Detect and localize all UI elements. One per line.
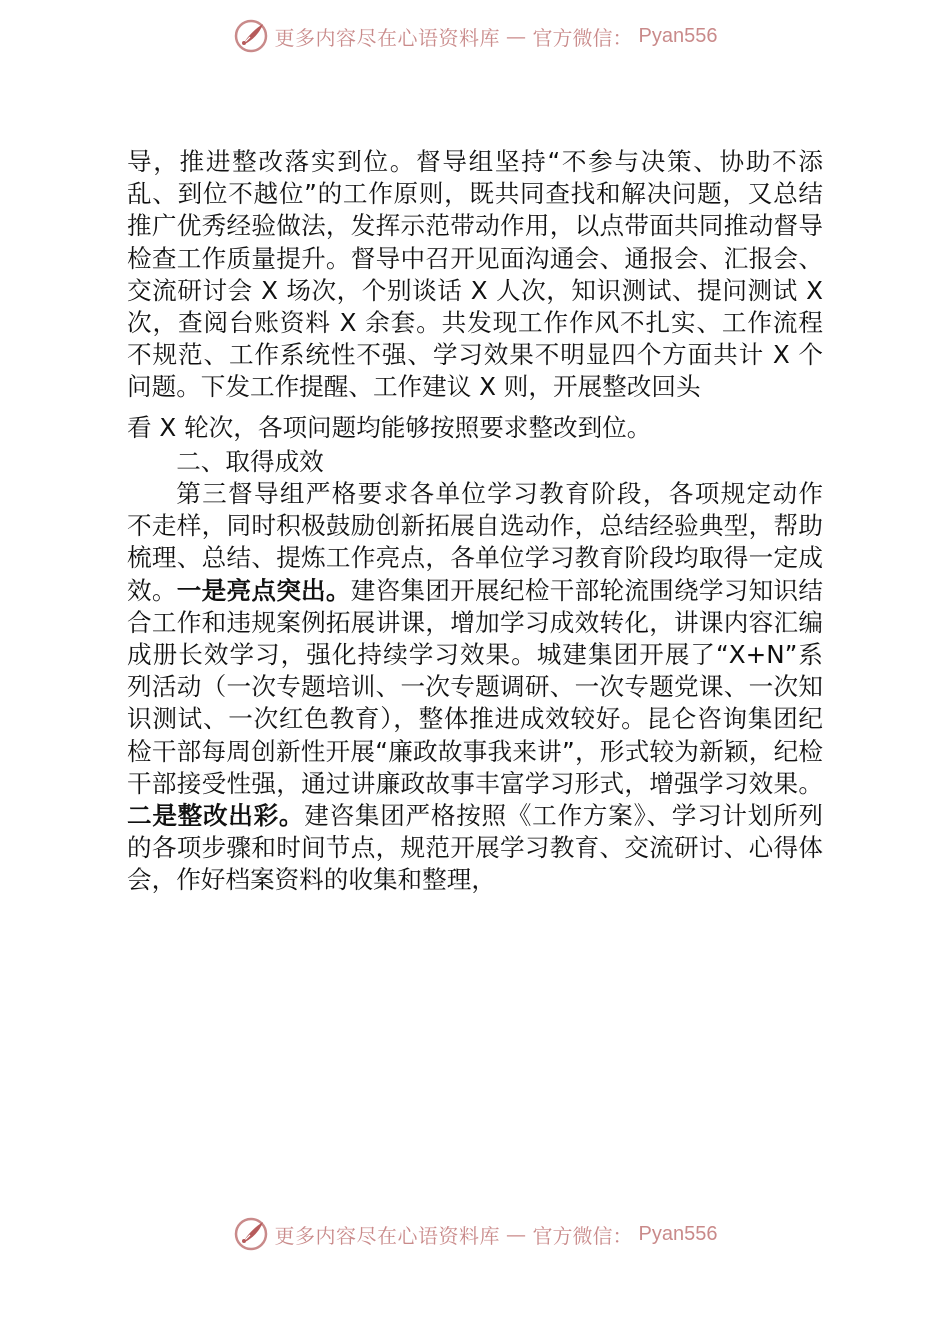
highlight-two-bold: 二是整改出彩。 <box>127 801 305 831</box>
document-body <box>127 146 823 897</box>
banner-dash: — <box>506 1222 527 1246</box>
quill-pen-icon <box>233 1216 269 1252</box>
banner-wechat-label: 官方微信： <box>532 25 633 50</box>
section-heading-results: 二、取得成效 <box>176 446 324 476</box>
banner-wechat-id: Pyan556 <box>638 24 718 47</box>
paragraph-supervision-work-end: 看 X 轮次，各项问题均能够按照要求整改到位。 <box>127 412 652 442</box>
banner-wechat-label: 官方微信： <box>532 1223 633 1248</box>
footer-watermark-banner <box>0 1212 950 1256</box>
banner-brand-text: 更多内容尽在心语资料库 <box>274 1223 501 1248</box>
quill-pen-icon <box>233 18 269 54</box>
paragraph-supervision-work: 导，推进整改落实到位。督导组坚持“不参与决策、协助不添乱、到位不越位”的工作原则，既共同查找和解决问题，又总结推广优秀经验做法，发挥示范带动作用，以点带面共同推动督导检查工作质量提升。督导中召开见面沟通会、通报会、汇报会、交流研讨会 X 场次，个别谈话 X 人次，知识测试、提问测试 X 次，查阅台账资料 X 余套。共发现工作作风不扎实、工作流程不规范、工作系统性不强、学习效果不明显四个方面共计 X 个问题。下发工作提醒、工作建议 X 则，开展整改回头 <box>127 147 823 402</box>
banner-wechat-id: Pyan556 <box>638 1222 718 1245</box>
results-highlight-two-text: 建咨集团严格按照《工作方案》、学习计划所列的各项步骤和时间节点，规范开展学习教育、交流研讨、心得体会，作好档案资料的收集和整理， <box>127 801 823 895</box>
results-intro-text: 第三督导组严格要求各单位学习教育阶段，各项规定动作 不走样，同时积极鼓励创新拓展自选动作，总结经验典型，帮助梳理、总结、提炼工作亮点，各单位学习教育阶段均取得一定成效。 <box>127 479 823 605</box>
banner-dash: — <box>506 24 527 48</box>
results-highlight-one-text: 建咨集团开展纪检干部轮流围绕学习知识结合工作和违规案例拓展讲课，增加学习成效转化，讲课内容汇编成册长效学习，强化持续学习效果。城建集团开展了“X+N”系列活动（一次专题培训、一次专题调研、一次专题党课、一次知识测试、一次红色教育），整体推进成效较好。昆仑咨询集团纪检干部每周创新性开展“廉政故事我来讲”，形式较为新颖，纪检干部接受性强，通过讲廉政故事丰富学习形式，增强学习效果。 <box>127 575 823 798</box>
paragraph-results <box>127 478 823 897</box>
highlight-one-bold: 一是亮点突出。 <box>176 575 351 605</box>
header-watermark-banner <box>0 14 950 58</box>
banner-brand-text: 更多内容尽在心语资料库 <box>274 25 501 50</box>
